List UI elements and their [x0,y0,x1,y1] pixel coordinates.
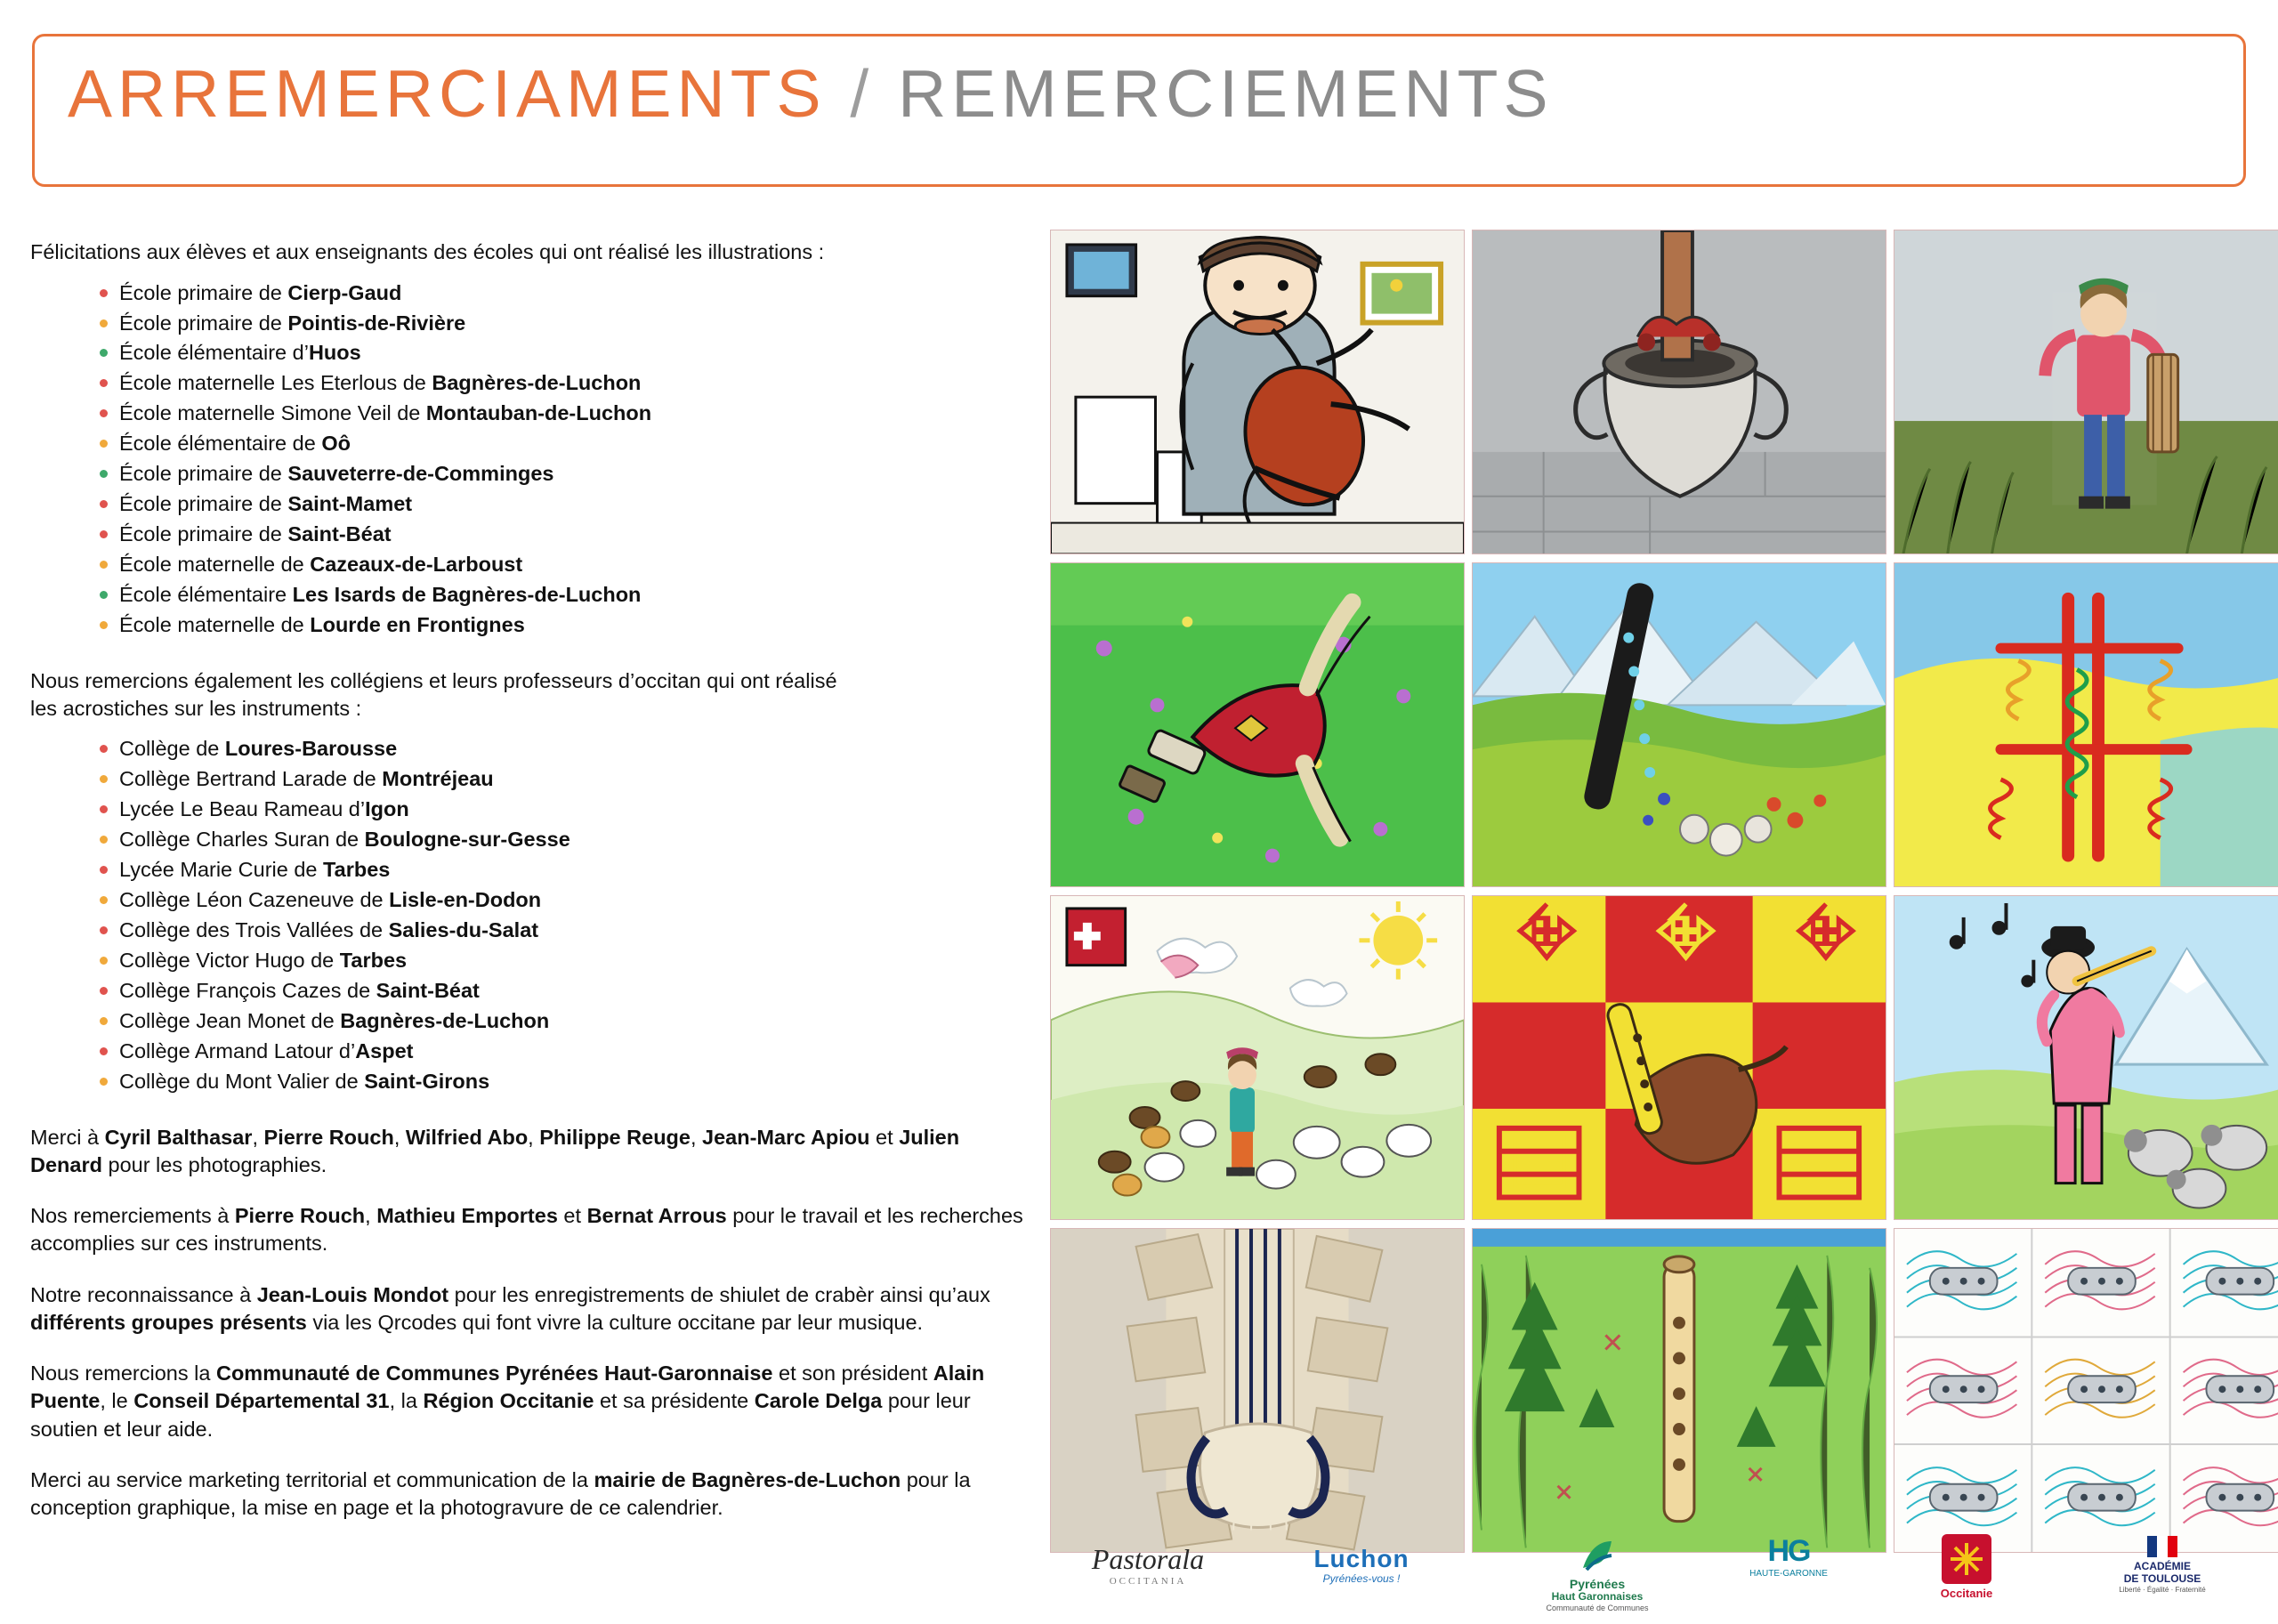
logo-luchon[interactable] [1272,1545,1450,1586]
thanks-paragraph-institutions [30,1360,1027,1443]
college-list-item-prefix: Collège de [119,737,225,761]
college-list-item-name: Bagnères-de-Luchon [340,1008,550,1032]
college-list-item [119,734,1027,764]
highlighted-name: Pierre Rouch [234,1204,366,1228]
highlighted-name: Mathieu Emportes [376,1204,558,1228]
school-list-item-name: Montauban-de-Luchon [425,401,652,425]
logo-occitanie-word: Occitanie [1940,1586,1993,1600]
colleges-intro-line2: les acrostiches sur les instruments : [30,696,362,720]
logo-academie-toulouse[interactable] [2073,1536,2251,1594]
school-list-item [119,580,1027,610]
college-list-item-prefix: Collège Léon Cazeneuve de [119,887,390,911]
thanks-paragraph-enregistrements [30,1281,1027,1337]
illustrations-grid [1050,230,2250,1553]
paragraph-text: via les Qrcodes qui font vivre la culture occitane par leur musique. [306,1310,924,1334]
page-title [68,55,1553,132]
school-list-item-prefix: École élémentaire d’ [119,341,309,365]
school-list-item [119,520,1027,550]
paragraph-text: Merci au service marketing territorial et communication de la [30,1467,594,1491]
illustration-img-5[interactable] [1472,562,1886,887]
paragraph-text: et sa présidente [594,1389,755,1413]
img-11-drawing [1473,1229,1886,1552]
highlighted-name: Cyril Balthasar [104,1125,253,1149]
school-list-item-name: Pointis-de-Rivière [287,311,466,335]
school-list-item [119,459,1027,489]
logo-hg-word: HG [1767,1534,1810,1568]
college-list-item [119,764,1027,795]
college-list-item-prefix: Collège du Mont Valier de [119,1069,365,1093]
illustration-img-2[interactable] [1472,230,1886,554]
occitanie-cross-icon [1942,1534,1991,1584]
college-list-item-prefix: Lycée Marie Curie de [119,857,324,881]
colleges-intro-block [30,667,1027,722]
highlighted-name: Bernat Arrous [586,1204,727,1228]
college-list-item-prefix: Lycée Le Beau Rameau d’ [119,796,366,820]
paragraph-text: et [869,1125,900,1149]
colleges-list [30,734,1027,1096]
logo-academie-line1: ACADÉMIE [2133,1559,2191,1572]
paragraph-text: , [365,1204,377,1228]
logo-pyrenees-line2: Haut Garonnaises [1551,1590,1644,1604]
college-list-item [119,946,1027,976]
school-list-item [119,550,1027,580]
img-10-drawing [1051,1229,1464,1552]
school-list-item-name: Les Isards de Bagnères-de-Luchon [292,583,642,607]
paragraph-text: et son président [772,1361,933,1386]
college-list-item [119,885,1027,916]
logo-luchon-word: Luchon [1313,1545,1410,1572]
paragraph-text: Nos remerciements à [30,1204,235,1228]
school-list-item-prefix: École primaire de [119,462,288,486]
img-3-drawing [1894,230,2278,553]
college-list-item [119,795,1027,825]
page-title-occitan: ARREMERCIAMENTS [68,56,827,131]
paragraph-text: pour les photographies. [101,1152,327,1176]
illustration-img-8[interactable] [1472,895,1886,1220]
logo-haute-garonne[interactable] [1708,1534,1869,1580]
school-list-item-name: Saint-Mamet [287,492,413,516]
paragraph-text: pour leur soutien et leur aide. [30,1389,971,1441]
school-list-item-prefix: École primaire de [119,522,288,546]
school-list-item-name: Bagnères-de-Luchon [432,371,642,395]
colleges-intro-line1: Nous remercions également les collégiens et leurs professeurs d’occitan qui ont réalisé [30,668,837,692]
highlighted-name: Wilfried Abo [405,1125,529,1149]
college-list-item-name: Tarbes [339,948,408,972]
school-list-item [119,429,1027,459]
logo-pastorala-word: Pastorala [1091,1543,1205,1575]
school-list-item [119,399,1027,429]
college-list-item [119,1067,1027,1097]
page-title-french: REMERCIEMENTS [898,56,1554,131]
logo-luchon-sub: Pyrénées-vous ! [1322,1572,1401,1586]
college-list-item-name: Montréjeau [382,767,494,791]
highlighted-name: différents groupes présents [30,1310,307,1334]
logo-academie-line2: DE TOULOUSE [2123,1571,2201,1585]
thanks-paragraph-photographies [30,1124,1027,1180]
college-list-item-name: Saint-Girons [364,1069,490,1093]
illustration-img-10[interactable] [1050,1228,1465,1553]
illustration-img-12[interactable] [1894,1228,2278,1553]
paragraph-text: , la [389,1389,424,1413]
illustration-img-4[interactable] [1050,562,1465,887]
img-2-drawing [1473,230,1886,553]
college-list-item-prefix: Collège Jean Monet de [119,1008,341,1032]
college-list-item-name: Tarbes [323,857,391,881]
paragraph-text: , [393,1125,406,1149]
img-12-drawing [1894,1229,2278,1552]
paragraph-text: Nous remercions la [30,1361,216,1386]
logo-pyrenees-line3: Communauté de Communes [1546,1603,1649,1612]
college-list-item-name: Boulogne-sur-Gesse [364,827,570,851]
paragraph-text: pour la conception graphique, la mise en page et la photogravure de ce calendrier. [30,1467,971,1520]
acknowledgements-column [30,238,1027,1545]
logo-pastorala[interactable] [1059,1543,1237,1587]
school-list-item [119,338,1027,368]
school-list-item-name: Cierp-Gaud [287,280,402,304]
paragraph-text: , [690,1125,703,1149]
thanks-paragraphs [30,1124,1027,1523]
college-list-item-prefix: Collège des Trois Vallées de [119,917,389,941]
college-list-item-prefix: Collège François Cazes de [119,978,376,1002]
college-list-item [119,1037,1027,1067]
logo-pyrenees-line1: Pyrénées [1569,1576,1626,1591]
img-8-drawing [1473,896,1886,1219]
school-list-item-name: Saint-Béat [287,522,392,546]
highlighted-name: Philippe Reuge [539,1125,691,1149]
logo-pyrenees-haut-garonnaises[interactable] [1495,1538,1700,1612]
college-list-item-prefix: Collège Victor Hugo de [119,948,340,972]
paragraph-text: , [528,1125,540,1149]
college-list-item-name: Saint-Béat [376,978,480,1002]
paragraph-text: Notre reconnaissance à [30,1282,257,1306]
illustration-img-6[interactable] [1894,562,2278,887]
thanks-paragraph-marketing [30,1466,1027,1523]
school-list-item-prefix: École primaire de [119,311,288,335]
school-list-item-prefix: École élémentaire de [119,432,322,456]
college-list-item-prefix: Collège Bertrand Larade de [119,767,383,791]
highlighted-name: Jean-Louis Mondot [256,1282,449,1306]
illustration-img-1[interactable] [1050,230,1465,554]
college-list-item-name: Igon [365,796,409,820]
illustration-img-11[interactable] [1472,1228,1886,1553]
college-list-item [119,916,1027,946]
paragraph-text: pour le travail et les recherches accomplies sur ces instruments. [30,1204,1023,1256]
img-9-drawing [1894,896,2278,1219]
logo-hg-sub: HAUTE-GARONNE [1749,1569,1828,1580]
thanks-paragraph-recherches [30,1202,1027,1258]
paragraph-text: et [557,1204,587,1228]
highlighted-name: Julien Denard [30,1125,960,1176]
school-list-item [119,489,1027,520]
school-list-item-prefix: École maternelle de [119,553,311,577]
pyrenees-mark-icon [1578,1538,1617,1573]
school-list-item-prefix: École primaire de [119,492,288,516]
school-list-item [119,309,1027,339]
school-list-item [119,610,1027,641]
school-list-item-prefix: École primaire de [119,280,288,304]
school-list-item-name: Lourde en Frontignes [310,613,525,637]
school-list-item-name: Oô [321,432,351,456]
img-6-drawing [1894,563,2278,886]
paragraph-text: , [252,1125,264,1149]
paragraph-text: pour les enregistrements de shiulet de crabèr ainsi qu’aux [448,1282,990,1306]
college-list-item [119,825,1027,855]
school-list-item-name: Cazeaux-de-Larboust [310,553,523,577]
img-7-drawing [1051,896,1464,1219]
highlighted-name: Carole Delga [754,1389,883,1413]
illustration-img-3[interactable] [1894,230,2278,554]
highlighted-name: Pierre Rouch [263,1125,394,1149]
logo-pastorala-sub: OCCITANIA [1109,1575,1187,1587]
college-list-item [119,1006,1027,1037]
img-5-drawing [1473,563,1886,886]
paragraph-text: , le [100,1389,134,1413]
schools-intro: Félicitations aux élèves et aux enseignants des écoles qui ont réalisé les illustrations : [30,240,825,263]
school-list-item-prefix: École maternelle Simone Veil de [119,401,426,425]
highlighted-name: Alain Puente [30,1361,985,1413]
paragraph-text: Merci à [30,1125,105,1149]
school-list-item-prefix: École maternelle Les Eterlous de [119,371,432,395]
partner-logos [1050,1529,2250,1614]
college-list-item [119,855,1027,885]
illustration-img-7[interactable] [1050,895,1465,1220]
highlighted-name: Conseil Départemental 31 [133,1389,390,1413]
img-1-drawing [1051,230,1464,553]
highlighted-name: Jean-Marc Apiou [702,1125,870,1149]
french-flag-icon [2147,1536,2177,1557]
img-4-drawing [1051,563,1464,886]
school-list-item-name: Huos [308,341,361,365]
highlighted-name: Région Occitanie [423,1389,594,1413]
college-list-item-prefix: Collège Charles Suran de [119,827,365,851]
college-list-item-prefix: Collège Armand Latour d’ [119,1038,356,1062]
schools-list [30,279,1027,641]
college-list-item-name: Aspet [355,1038,414,1062]
school-list-item-prefix: École élémentaire [119,583,293,607]
logo-occitanie[interactable] [1878,1534,2056,1601]
college-list-item-name: Loures-Barousse [224,737,398,761]
highlighted-name: mairie de Bagnères-de-Luchon [594,1467,901,1491]
highlighted-name: Communauté de Communes Pyrénées Haut-Garonnaise [215,1361,773,1386]
page-title-separator: / [850,56,875,131]
school-list-item-name: Sauveterre-de-Comminges [287,462,554,486]
school-list-item [119,368,1027,399]
school-list-item-prefix: École maternelle de [119,613,311,637]
school-list-item [119,279,1027,309]
college-list-item-name: Salies-du-Salat [388,917,539,941]
college-list-item [119,976,1027,1006]
illustration-img-9[interactable] [1894,895,2278,1220]
college-list-item-name: Lisle-en-Dodon [389,887,542,911]
logo-academie-sub: Liberté · Égalité · Fraternité [2119,1585,2206,1594]
